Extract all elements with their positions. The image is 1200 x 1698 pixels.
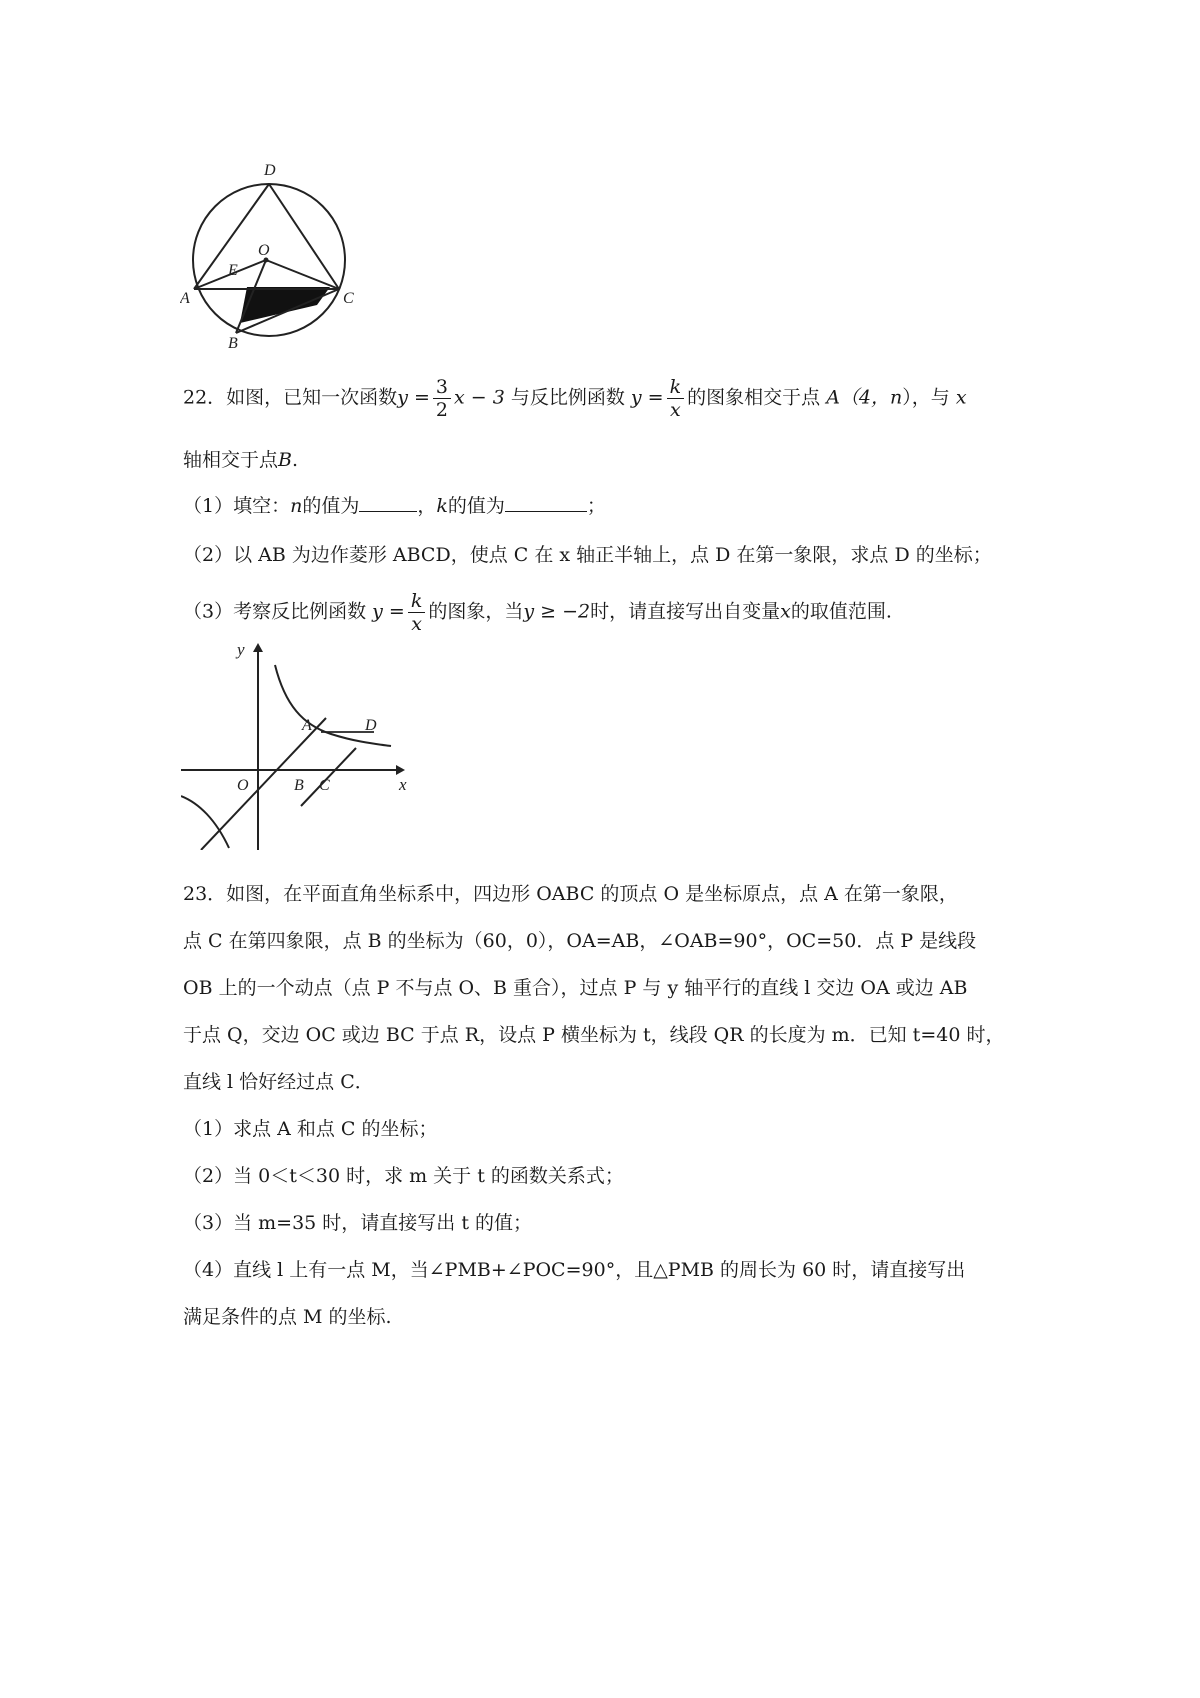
label-O2: O	[237, 777, 249, 794]
label-D2: D	[365, 717, 377, 734]
q23-sub-4: （4）直线 l 上有一点 M，当∠PMB+∠POC=90°，且△PMB 的周长为 60 时，请直接写出	[183, 1259, 966, 1281]
label-C2: C	[319, 777, 330, 794]
q23-sub-4-cont: 满足条件的点 M 的坐标.	[183, 1306, 392, 1328]
q23-line-1: 23．如图，在平面直角坐标系中，四边形 OABC 的顶点 O 是坐标原点，点 A 在第一象限，	[183, 883, 958, 905]
answer-blank-k[interactable]	[505, 495, 587, 512]
label-E: E	[228, 262, 238, 279]
fraction-k-x-2: $\frac{k}{x}$	[408, 590, 426, 635]
label-C: C	[343, 290, 354, 307]
label-B: B	[228, 335, 238, 352]
q22-sub2: （2）以 AB 为边作菱形 ABCD，使点 C 在 x 轴正半轴上，点 D 在第一象限，求点 D 的坐标；	[183, 544, 992, 566]
fraction-3-2: $\frac{3}{2}$	[433, 376, 451, 421]
q23-line-3: OB 上的一个动点（点 P 不与点 O、B 重合），过点 P 与 y 轴平行的直线 l 交边 OA 或边 AB	[183, 977, 968, 999]
q23-line-5: 直线 l 恰好经过点 C．	[183, 1071, 374, 1093]
label-x: x	[399, 775, 407, 794]
label-y: y	[237, 640, 245, 659]
label-A2: A	[302, 717, 312, 734]
q22-sub3: （3）考察反比例函数 y = $\frac{k}{x}$ 的图象，当y ≥ −2时，请直接写出自变量x的取值范围.	[183, 590, 892, 635]
q23-sub-1: （1）求点 A 和点 C 的坐标；	[183, 1118, 438, 1140]
label-B2: B	[294, 777, 304, 794]
q23-sub-2: （2）当 0＜t＜30 时，求 m 关于 t 的函数关系式；	[183, 1165, 624, 1187]
q23-line-2: 点 C 在第四象限，点 B 的坐标为（60，0），OA=AB，∠OAB=90°，OC=50．点 P 是线段	[183, 930, 977, 952]
circle-triangle-figure	[180, 155, 360, 355]
q23-line-4: 于点 Q，交边 OC 或边 BC 于点 R，设点 P 横坐标为 t，线段 QR 的长度为 m．已知 t=40 时，	[183, 1024, 1005, 1046]
q22-sub1: （1）填空：n的值为 ，k的值为 ；	[183, 495, 606, 517]
coordinate-graph-figure	[181, 640, 411, 850]
q22-line1: 22．如图，已知一次函数y = $\frac{3}{2}$ x − 3 与反比例函数 y = $\frac{k}{x}$ 的图象相交于点 A（4，n），与 x	[183, 376, 967, 421]
label-D: D	[264, 162, 276, 179]
q22-line2: 轴相交于点B.	[183, 449, 299, 471]
fraction-k-x: $\frac{k}{x}$	[667, 376, 685, 421]
label-A: A	[180, 290, 190, 307]
label-O: O	[258, 242, 270, 259]
q23-sub-3: （3）当 m=35 时，请直接写出 t 的值；	[183, 1212, 532, 1234]
answer-blank-n[interactable]	[359, 495, 417, 512]
